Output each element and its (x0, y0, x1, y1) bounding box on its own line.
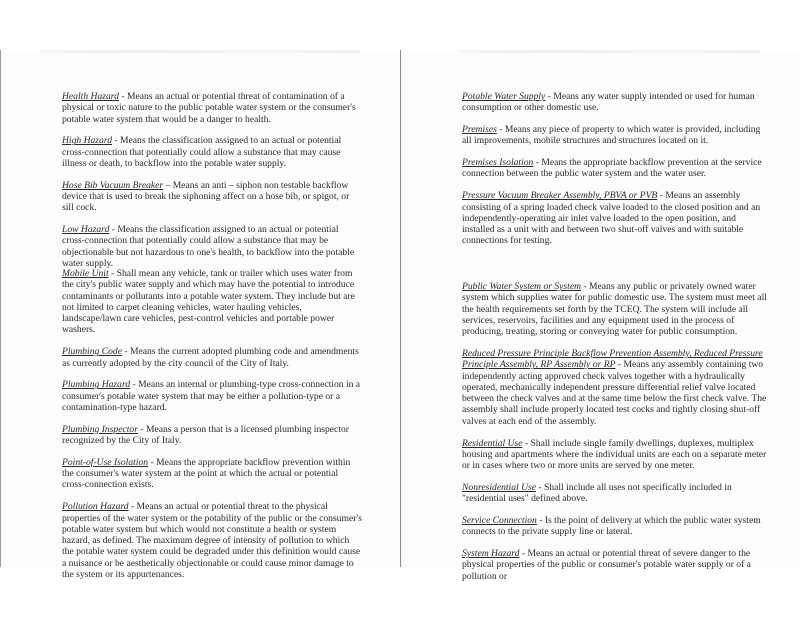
separator: - (522, 437, 531, 449)
definition-text: Shall include all uses not specifically included in "residential uses" defined above. (462, 481, 732, 505)
separator: - (496, 124, 505, 136)
page-left-edge (0, 50, 1, 567)
definition-entry (62, 424, 362, 447)
right-page-top-section (462, 91, 767, 257)
separator: - (536, 481, 544, 493)
separator: - (657, 190, 666, 202)
definition-term: Point-of-Use Isolation (62, 456, 149, 468)
definition-text: Means any public or privately owned water system which supplies water for public domestic use. The system must meet all the health requirements set forth by the TCEQ. The system will include all services, reservoirs, facilities and any equipment used in the process of producing, treating, storing or conveying water for public consumption. (462, 281, 767, 338)
separator: - (118, 91, 127, 102)
definition-text: Means an internal or plumbing-type cross-connection in a consumer's potable water system that may be either a pollution-type or a contamination-type hazard. (62, 379, 361, 413)
definition-entry (62, 457, 362, 491)
definition-term: Mobile Unit (62, 268, 109, 279)
definition-text: Means an actual or potential threat of severe danger to the physical properties of the public or consumer's potable water supply or of a pollution or (462, 548, 751, 582)
definition-term: Low Hazard (62, 224, 110, 236)
definition-term: Service Connection (462, 515, 537, 527)
definition-entry (462, 157, 767, 180)
definition-entry (462, 281, 767, 337)
definition-entry (62, 180, 362, 214)
definition-text: Means an assembly consisting of a spring loaded check valve loaded to the closed position and an independently-operating air inlet valve loaded to the open position, and installed as a unit with and between two shut-off valves and with suitable connections for testing. (462, 190, 761, 247)
definition-text: Means any piece of property to which water is provided, including all improvements, mobile structures and structures located on it. (462, 124, 761, 147)
separator: - (148, 456, 157, 468)
definition-entry (462, 91, 767, 114)
definition-text: Means the classification assigned to an actual or potential cross-connection that potentially could allow a substance that may be objectionable but not hazardous to one's health, to backflow into the potable water supply. (62, 224, 355, 270)
definition-term: Health Hazard (62, 91, 119, 102)
definition-term: Premises Isolation (462, 157, 534, 169)
definition-entry (462, 548, 767, 582)
definition-term: Pollution Hazard (62, 501, 129, 513)
definition-text: Means the appropriate backflow prevention within the consumer's water system at the point at which the actual or potential cross-connection exists. (62, 456, 351, 491)
definition-term: Plumbing Inspector (62, 423, 138, 435)
left-page-bottom-section (62, 268, 362, 591)
definition-entry (62, 501, 362, 580)
definition-text: Means an actual or potential threat to the physical properties of the water system or the potability of the public or the consumer's potable water system but which would not constitute a health or system hazard, as defined. The maximum degree of intensity of pollution to which the potable water system could be degraded under this definition would cause a nuisance or be aesthetically objectionable or could cause minor damage to the system or its appurtenances. (62, 501, 362, 581)
separator: - (112, 135, 121, 147)
separator: - (545, 91, 554, 102)
definition-text: Shall include single family dwellings, duplexes, multiplex housing and apartments where the individual units are each on a separate meter or in cases where two or more units are served by one meter. (462, 437, 767, 472)
definition-term: Residential Use (462, 437, 523, 449)
definition-term: Hose Bib Vacuum Breaker (62, 179, 164, 191)
definition-entry (62, 268, 362, 336)
separator: - (130, 379, 139, 391)
separator: - (109, 224, 118, 236)
separator: - (536, 515, 545, 527)
definition-entry (62, 224, 362, 269)
definition-term: Pressure Vacuum Breaker Assembly, PBVA or PVB (462, 190, 658, 202)
definition-entry (462, 438, 767, 472)
definition-text: Means the classification assigned to an actual or potential cross-connection that potentially could allow a substance that may cause illness or death, to backflow into the potable water supply. (62, 135, 342, 169)
separator: - (519, 548, 528, 560)
definition-entry (462, 482, 767, 505)
definition-entry (462, 348, 767, 427)
definition-term: High Hazard (62, 135, 113, 147)
definition-entry (462, 124, 767, 147)
separator: - (581, 281, 590, 292)
left-page-top-section (62, 91, 362, 280)
separator: - (533, 157, 542, 169)
definition-term: Nonresidential Use (462, 481, 536, 493)
separator: - (137, 423, 146, 435)
definition-entry (462, 190, 767, 246)
definition-entry (62, 346, 362, 369)
definition-text: Is the point of delivery at which the public water system connects to the private supply line or lateral. (462, 515, 761, 538)
definition-term: Plumbing Code (62, 346, 122, 358)
separator: – (163, 179, 173, 191)
separator: - (128, 501, 137, 513)
definition-text: Means the appropriate backflow prevention at the service connection between the public water system and the water user. (462, 157, 762, 180)
definition-term: Public Water System or System (462, 281, 582, 292)
scan-artifact (40, 50, 360, 53)
definition-text: Means any assembly containing two independently acting approved check valves together with a hydraulically operated, mechanically independent pressure differential relief valve located between the check valves and at the same time below the first check valve. The assembly shall include properly located test cocks and tightly closing shut-off valves at each end of the assembly. (462, 359, 767, 427)
definition-text: Means an actual or potential threat of contamination of a physical or toxic nature to the public potable water system or the consumer's potable water system that would be a danger to health. (62, 91, 356, 125)
definition-term: Reduced Pressure Principle Backflow Prevention Assembly, Reduced Pressure Principle Assembly, RP Assembly or RP (462, 347, 763, 371)
definition-text: Means the current adopted plumbing code and amendments as currently adopted by the city council of the City of Italy. (62, 346, 359, 369)
definition-term: Potable Water Supply (462, 91, 546, 102)
definition-entry (62, 91, 362, 125)
definition-term: Plumbing Hazard (62, 379, 131, 391)
definition-text: Shall mean any vehicle, tank or trailer which uses water from the city's public water supply and which may have the potential to introduce contaminants or pollutants into a potable water system. They include but are not limited to carpet cleaning vehicles, water hauling vehicles, landscape/lawn care vehicles, pest-control vehicles and portable power washers. (62, 268, 355, 336)
page-divider (400, 50, 401, 567)
scan-artifact (460, 50, 760, 53)
definition-term: Premises (462, 124, 497, 136)
definition-text: Means a person that is a licensed plumbing inspector recognized by the City of Italy. (62, 423, 349, 447)
definition-entry (462, 515, 767, 538)
definition-text: Means an anti – siphon non testable backflow device that is used to break the siphoning affect on a hose bib, or spigot, or sill cock. (62, 179, 350, 214)
definition-entry (62, 379, 362, 413)
definition-entry (62, 135, 362, 169)
separator: - (615, 359, 624, 371)
separator: - (108, 268, 117, 279)
definition-term: System Hazard (462, 548, 520, 560)
separator: - (121, 346, 130, 358)
right-page-bottom-section (462, 281, 767, 593)
definition-text: Means any water supply intended or used for human consumption or other domestic use. (462, 91, 755, 114)
